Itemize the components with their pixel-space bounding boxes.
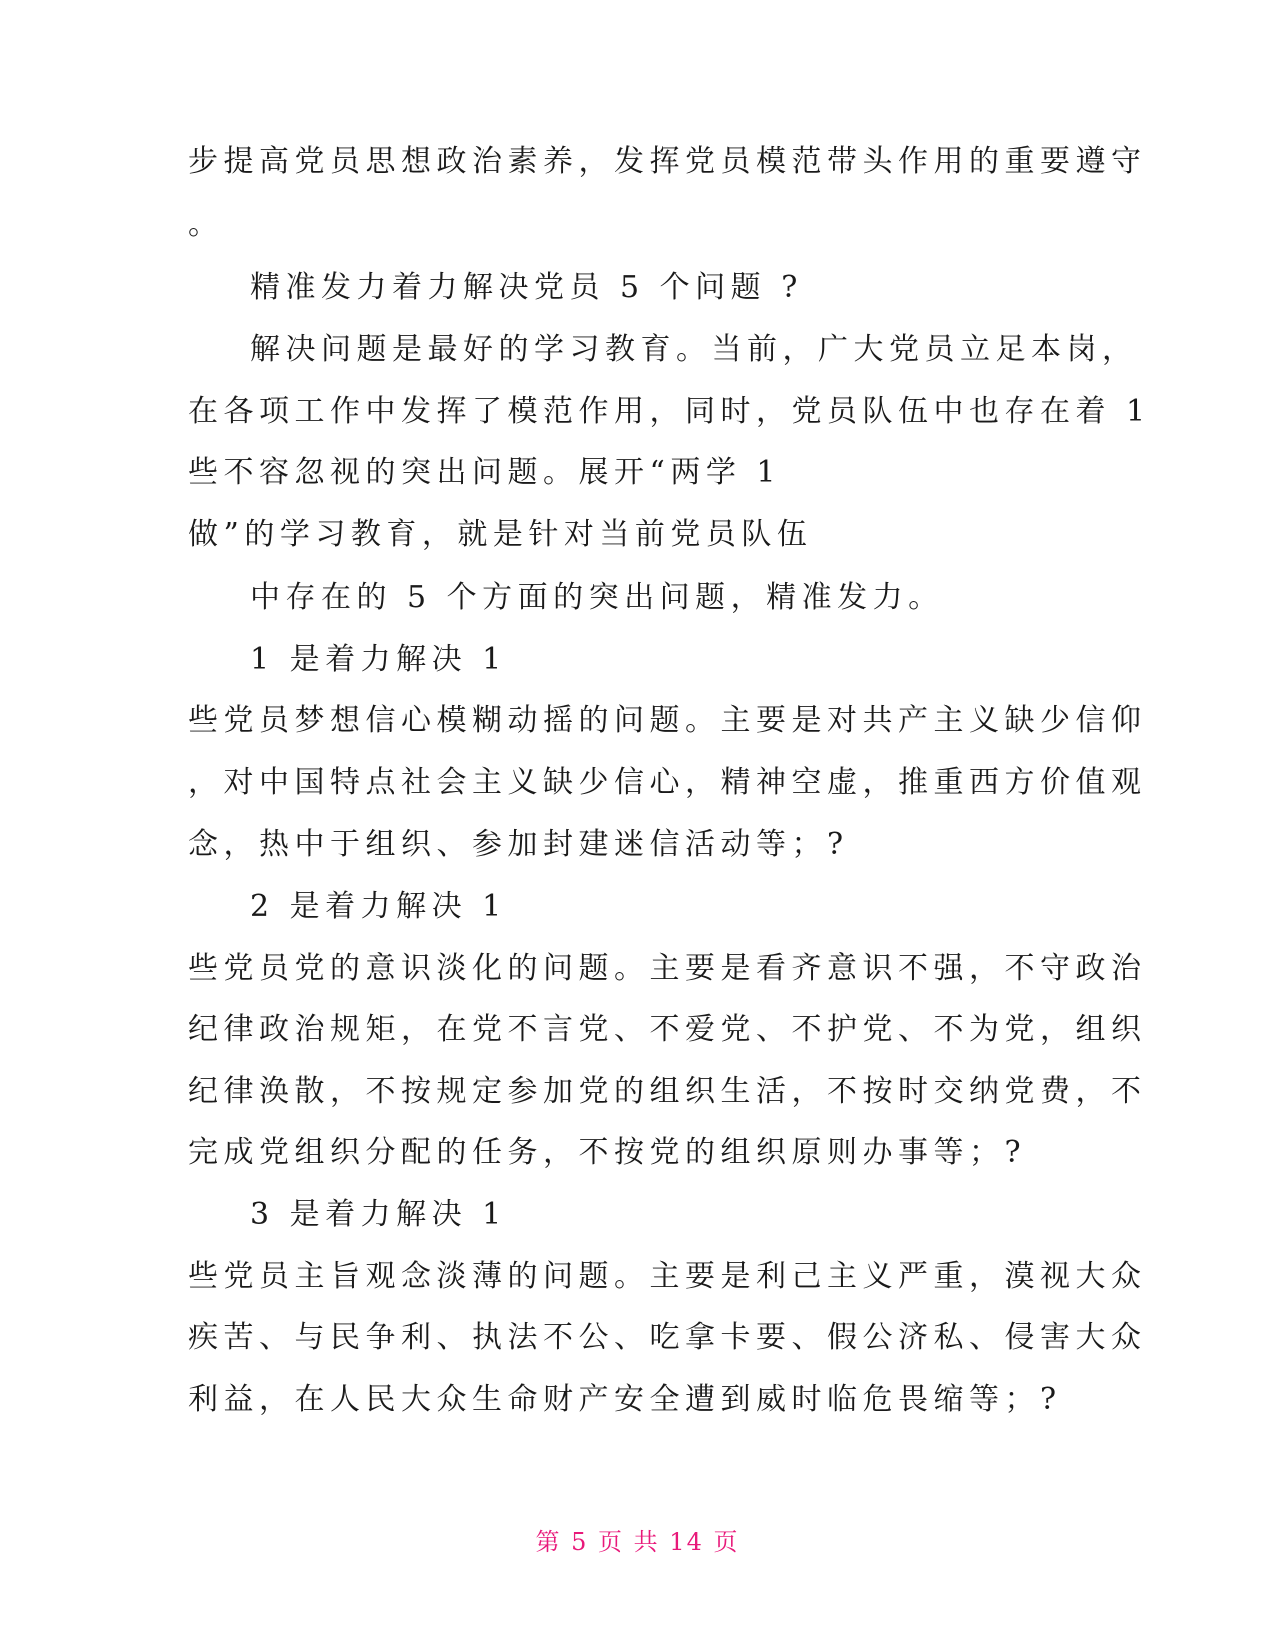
text-line-1: 步提高党员思想政治素养，发挥党员模范带头作用的重要遵守 (188, 144, 1147, 179)
text-line-3: 精准发力着力解决党员 5 个问题 ? (250, 270, 803, 305)
text-line-5: 在各项工作中发挥了模范作用，同时，党员队伍中也存在着 1 (188, 394, 1151, 429)
text-line-19: 些党员主旨观念淡薄的问题。主要是利己主义严重，漠视大众 (188, 1259, 1147, 1294)
text-line-6: 些不容忽视的突出问题。展开“两学 1 (188, 455, 781, 490)
text-line-20: 疾苦、与民争利、执法不公、吃拿卡要、假公济私、侵害大众 (188, 1320, 1147, 1355)
text-line-11: ，对中国特点社会主义缺少信心，精神空虚，推重西方价值观 (188, 765, 1147, 800)
page-number-footer: 第 5 页 共 14 页 (535, 1528, 740, 1556)
text-line-9: 1 是着力解决 1 (250, 642, 507, 677)
text-line-13: 2 是着力解决 1 (250, 889, 507, 924)
text-line-18: 3 是着力解决 1 (250, 1197, 507, 1232)
text-line-21: 利益，在人民大众生命财产安全遭到威时临危畏缩等；? (188, 1382, 1062, 1417)
text-line-15: 纪律政治规矩，在党不言党、不爱党、不护党、不为党，组织 (188, 1012, 1147, 1047)
text-line-8: 中存在的 5 个方面的突出问题，精准发力。 (250, 580, 944, 615)
text-line-10: 些党员梦想信心模糊动摇的问题。主要是对共产主义缺少信仰 (188, 703, 1147, 738)
text-line-12: 念，热中于组织、参加封建迷信活动等；? (188, 827, 849, 862)
text-line-17: 完成党组织分配的任务，不按党的组织原则办事等；? (188, 1135, 1027, 1170)
text-line-16: 纪律涣散，不按规定参加党的组织生活，不按时交纳党费，不 (188, 1074, 1147, 1109)
text-line-7: 做”的学习教育，就是针对当前党员队伍 (188, 517, 813, 552)
text-line-4: 解决问题是最好的学习教育。当前，广大党员立足本岗， (250, 332, 1138, 367)
text-line-2: 。 (188, 207, 224, 242)
text-line-14: 些党员党的意识淡化的问题。主要是看齐意识不强，不守政治 (188, 951, 1147, 986)
